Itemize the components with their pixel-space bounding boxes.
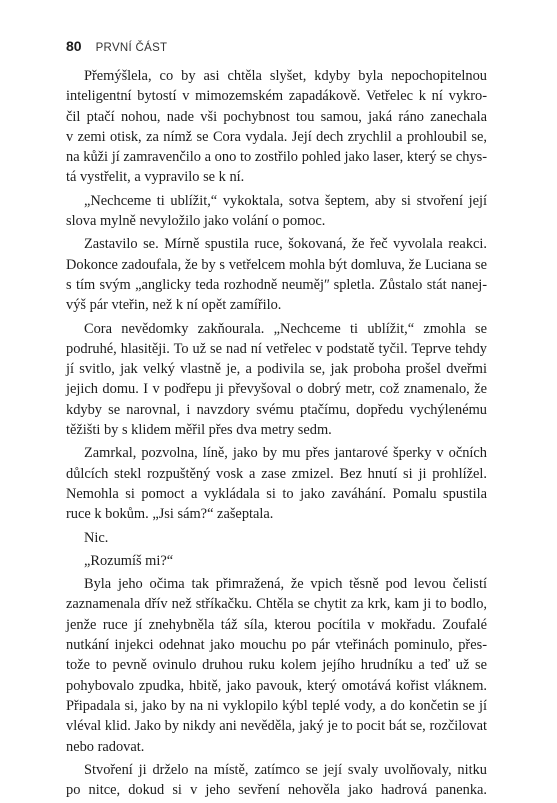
text-line: kdyby se narovnal, i navzdory svému ptačímu, dopředu vychýlenému [66, 401, 487, 418]
text-line: zaznamenala dřív než stříkačku. Chtěla se chytit za krk, kam ji to bodlo, [66, 596, 487, 613]
text-line: jejich domu. I v podřepu ji převyšoval o dobrý metr, což znamenalo, že [66, 381, 487, 398]
running-head [66, 38, 167, 56]
text-line: Nic. [84, 529, 109, 546]
body-text [66, 66, 487, 803]
text-line: Stvoření ji drželo na místě, zatímco se její svaly uvolňovaly, nitku [84, 761, 487, 778]
paragraph [66, 319, 487, 441]
text-line: nutkání injekci odehnat jako mouchu po pár vteřinách pominulo, přes- [66, 637, 487, 654]
text-line: důlcích stekl rozpuštěný vosk a zase zmizel. Bez hnutí si ji prohlížel. [66, 465, 487, 482]
text-line: „Rozumíš mi?“ [84, 552, 174, 569]
text-line: ruce k bokům. „Jsi sám?“ zašeptala. [66, 506, 274, 523]
text-line: Byla jeho očima tak přimražená, že vpich těsně pod levou čelistí [84, 576, 487, 593]
paragraph [66, 760, 487, 801]
text-line: Zastavilo se. Mírně spustila ruce, šokovaná, že řeč vyvolala reakci. [84, 236, 487, 253]
text-line: těžišti by s klidem měřil přes dva metry sedm. [66, 422, 332, 439]
text-line: v zemi otisk, za nímž se Cora vydala. Její dech zrychlil a prohloubil se, [66, 128, 487, 145]
text-line: pohybovalo zpudka, hbitě, jako pavouk, který omotává kořist vláknem. [66, 677, 487, 694]
text-line: Přemýšlela, co by asi chtěla slyšet, kdyby byla nepochopitelnou [84, 68, 487, 84]
text-line: tá vystřelit, a vypravilo se k ní. [66, 169, 245, 186]
text-line: vléval klid. Jako by nikdy ani nevěděla, jaký je to pocit bát se, rozčilovat [66, 718, 487, 735]
paragraph [66, 234, 487, 315]
text-line: jí svitlo, jak velký vlastně je, a podivila se, jak proboha prošel dveřmi [66, 361, 487, 378]
text-line: Zamrkal, pozvolna, líně, jako by mu přes jantarové šperky v očních [84, 445, 487, 462]
text-line: nebo radovat. [66, 738, 145, 755]
text-line: „Nechceme ti ublížit,“ vykoktala, sotva šeptem, aby si stvoření její [84, 192, 487, 209]
text-line: Dokonce zadoufala, že by s vetřelcem mohla být domluva, že Luciana se [66, 256, 487, 273]
text-line: podruhé, hlasitěji. To už se nad ní vetřelec v podstatě tyčil. Teprve tehdy [66, 340, 487, 357]
paragraph [66, 551, 487, 571]
text-line: tože to pevně ovinulo druhou ruku kolem jejího hrudníku a teď už se [66, 657, 487, 674]
text-line: Připadala si, jako by na ni vyklopilo kýbl teplé vody, a do končetin se jí [66, 697, 487, 714]
part-title: PRVNÍ ČÁST [95, 42, 168, 54]
text-line: inteligentní bytostí v mimozemském zapadákově. Vetřelec k ní vykro- [66, 88, 487, 105]
paragraph [66, 191, 487, 232]
paragraph [66, 574, 487, 757]
text-line: po nitce, dokud si v jeho sevření nehověla jako hadrová panenka. [66, 782, 487, 799]
text-line: na kůži jí zamravenčilo a ono to zostřilo pohled jako laser, který se chys- [66, 149, 487, 166]
paragraph [66, 443, 487, 524]
text-line: Cora nevědomky zakňourala. „Nechceme ti ublížit,“ zmohla se [84, 320, 487, 337]
paragraph [66, 66, 487, 188]
text-line: Nemohla si pomoct a vykládala si to jako zaváhání. Pomalu spustila [66, 485, 487, 502]
text-line: čil ptačí nohou, nade vši pochybnost tou samou, jaká ráno zanechala [66, 108, 487, 125]
page-number: 80 [66, 38, 82, 54]
text-line: slova mylně nevyložilo jako volání o pomoc. [66, 213, 326, 230]
text-line: s tím svým „anglicky teda rozhodně neumějʺ spletla. Zůstalo stát nanej- [66, 276, 487, 293]
text-line: jenže ruce jí znehybněla táž síla, kterou pocítila v mokřadu. Zoufalé [66, 616, 487, 633]
paragraph [66, 528, 487, 548]
text-line: výš pár vteřin, než k ní opět zamířilo. [66, 297, 282, 314]
